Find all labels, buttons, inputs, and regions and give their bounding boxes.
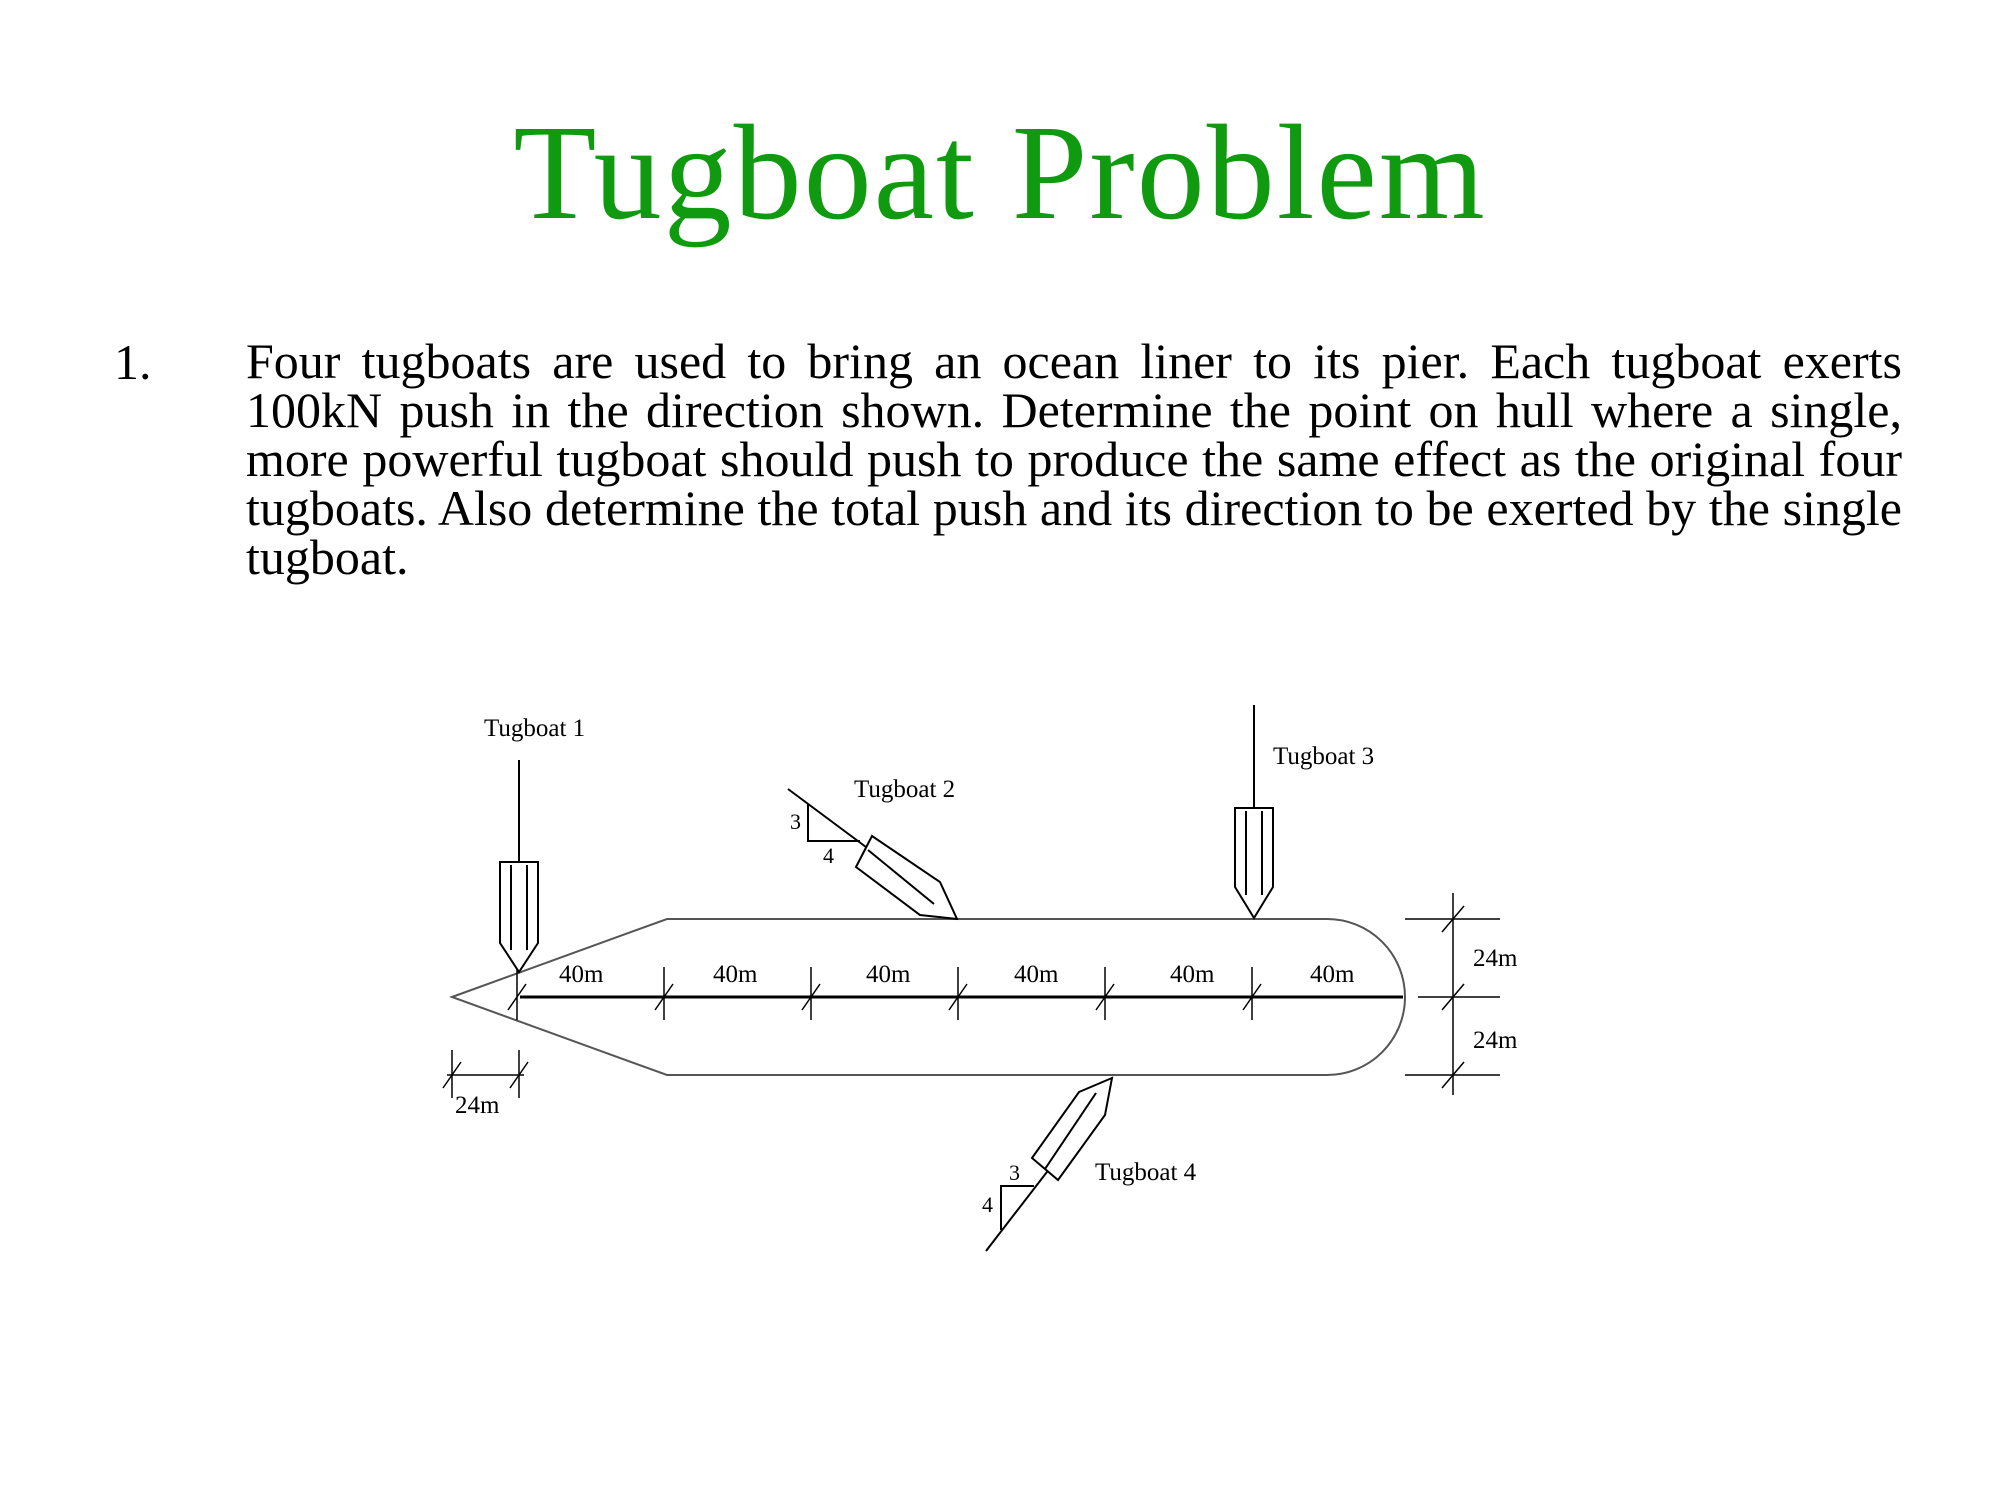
tugboat-4 bbox=[986, 1078, 1112, 1251]
tugboat-3 bbox=[1235, 705, 1273, 918]
problem-statement: Four tugboats are used to bring an ocean liner to its pier. Each tugboat exerts 100kN push in the direction shown. Determine the point on hull where a single, more powerful tugboat should push to produce the same effect as the original four tugboats. Also determine the total push and its direction to be exerted by the single tugboat. bbox=[246, 333, 1902, 585]
tugboat-4-slope-run: 3 bbox=[1009, 1160, 1020, 1185]
segment-dimension: 40m bbox=[1014, 961, 1059, 988]
tugboat-1-label: Tugboat 1 bbox=[484, 715, 586, 742]
tugboat-1 bbox=[500, 760, 538, 972]
segment-dimension: 40m bbox=[866, 961, 911, 988]
tugboat-2-label: Tugboat 2 bbox=[854, 776, 956, 803]
problem-number: 1. bbox=[114, 334, 152, 390]
segment-dimension: 40m bbox=[1170, 961, 1215, 988]
tugboat-3-label: Tugboat 3 bbox=[1273, 743, 1375, 770]
segment-dimension: 40m bbox=[713, 961, 758, 988]
bow-dimension: 24m bbox=[455, 1092, 500, 1119]
segment-dimension: 40m bbox=[559, 961, 604, 988]
half-width-dimension-lower: 24m bbox=[1473, 1027, 1518, 1054]
tugboat-2-slope-rise: 3 bbox=[790, 809, 801, 834]
tugboat-4-slope-rise: 4 bbox=[982, 1192, 993, 1217]
slide-title: Tugboat Problem bbox=[513, 98, 1487, 248]
tugboat-2-slope-run: 4 bbox=[823, 843, 834, 868]
bow-dimension-line bbox=[443, 1050, 528, 1098]
tugboat-4-label: Tugboat 4 bbox=[1095, 1159, 1197, 1186]
tugboat-2 bbox=[788, 789, 957, 919]
segment-dimension: 40m bbox=[1310, 961, 1355, 988]
width-dimension-line bbox=[1405, 893, 1500, 1095]
half-width-dimension-upper: 24m bbox=[1473, 945, 1518, 972]
